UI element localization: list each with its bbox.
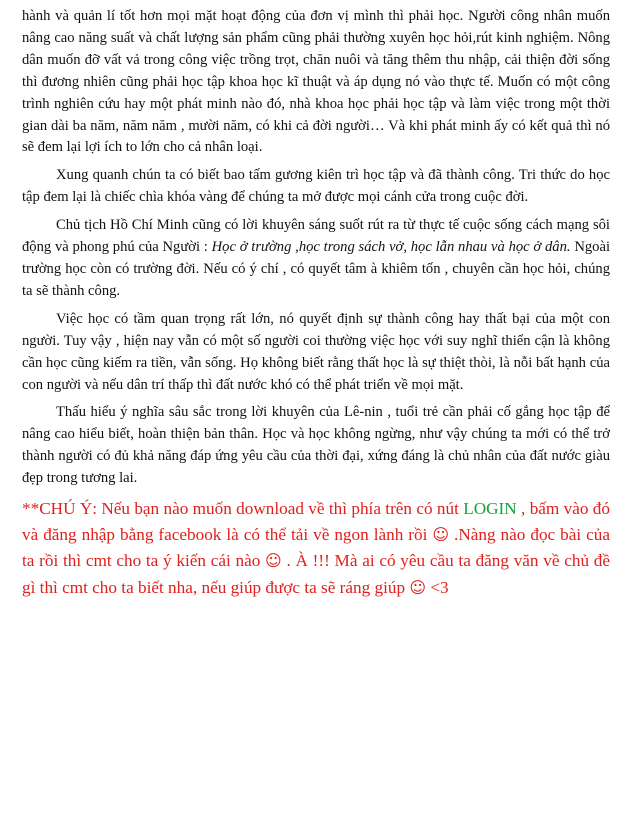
paragraph-5: Thấu hiểu ý nghĩa sâu sắc trong lời khuyên của Lê-nin , tuổi trẻ cần phải cố gắng học tập để nâng cao hiểu biết, hoàn thiện bản thân. Học và học không ngừng, như vậy chúng ta mới có thể trở thành người có đủ khả năng đáp ứng yêu cầu của thời đại, xứng đáng là chủ nhân của đất nước giàu đẹp trong tương lai. (22, 404, 610, 487)
note-text-4: . À !!! Mà ai có yêu cầu ta đăng văn về chủ đề gì thì cmt cho ta biết nha, nếu giúp được ta sẽ ráng giúp (22, 551, 610, 597)
ho-chi-minh-quote: Học ở trường ,học trong sách vở, học lẫn nhau và học ở dân. (211, 239, 571, 256)
note-text-1: **CHÚ Ý: Nếu bạn nào muốn download về thì phía trên có nút (22, 499, 464, 519)
note-text-3: .Nàng nào đọc bài của ta rồi thì cmt cho ta ý kiến cái nào (22, 525, 610, 571)
smiley-icon: ☺ (409, 577, 427, 597)
paragraph-1: hành và quản lí tốt hơn mọi mặt hoạt động của đơn vị mình thì phải học. Người công nhân muốn nâng cao năng suất và chất lượng sản phẩm cũng phải thường xuyên học hỏi,rút kinh nghiệm. Nông dân muốn đỡ vất vả trong công việc trồng trọt, chăn nuôi và tăng thêm thu nhập, cải thiện đời sống thì đương nhiên cũng phải học tập khoa học kĩ thuật và áp dụng nó vào thực tế. Muốn có một công trình nghiên cứu hay một phát minh nào đó, nhà khoa học phải học tập và làm việc trong một thời gian dài ba năm, năm năm , mười năm, có khi cả đời người… Và khi phát minh ấy có kết quả thì nó sẽ đem lại lợi ích to lớn cho cả nhân loại. (22, 8, 610, 156)
paragraph-3-lead: Chủ tịch Hồ Chí Minh cũng có lời khuyên sáng suốt rút ra từ thực tế cuộc sống cách mạng sôi động và phong phú của Người : (22, 217, 610, 256)
smiley-icon: ☺ (265, 551, 282, 571)
smiley-icon: ☺ (432, 525, 450, 545)
paragraph-2: Xung quanh chún ta có biết bao tấm gương kiên trì học tập và đã thành công. Tri thức do học tập đem lại là chiếc chìa khóa vàng để chúng ta mở được mọi cánh cửa trong cuộc đời. (22, 167, 610, 206)
paragraph-3-tail: Ngoài trường học còn có trường đời. Nếu có ý chí , có quyết tâm à khiêm tốn , chuyên cần học hỏi, chúng ta sẽ thành công. (22, 239, 610, 299)
paragraph-4: Việc học có tầm quan trọng rất lớn, nó quyết định sự thành công hay thất bại của một con người. Tuy vậy , hiện nay vẫn có một số người coi thường việc học với suy nghĩ thiển cận là không cần học cũng kiếm ra tiền, vẫn sống. Họ không biết rằng thất học là sự thiệt thòi, là nỗi bất hạnh của con người và nếu dân trí thấp thì đất nước khó có thể phát triển về mọi mặt. (22, 310, 610, 393)
note-text-2: , bấm vào đó và đăng nhập bằng facebook là có thể tải về ngon lành rồi (22, 499, 610, 545)
note-text-5: <3 (426, 577, 449, 597)
download-note (22, 496, 610, 601)
login-link-text: LOGIN (463, 499, 517, 519)
paragraph-3 (22, 215, 610, 303)
